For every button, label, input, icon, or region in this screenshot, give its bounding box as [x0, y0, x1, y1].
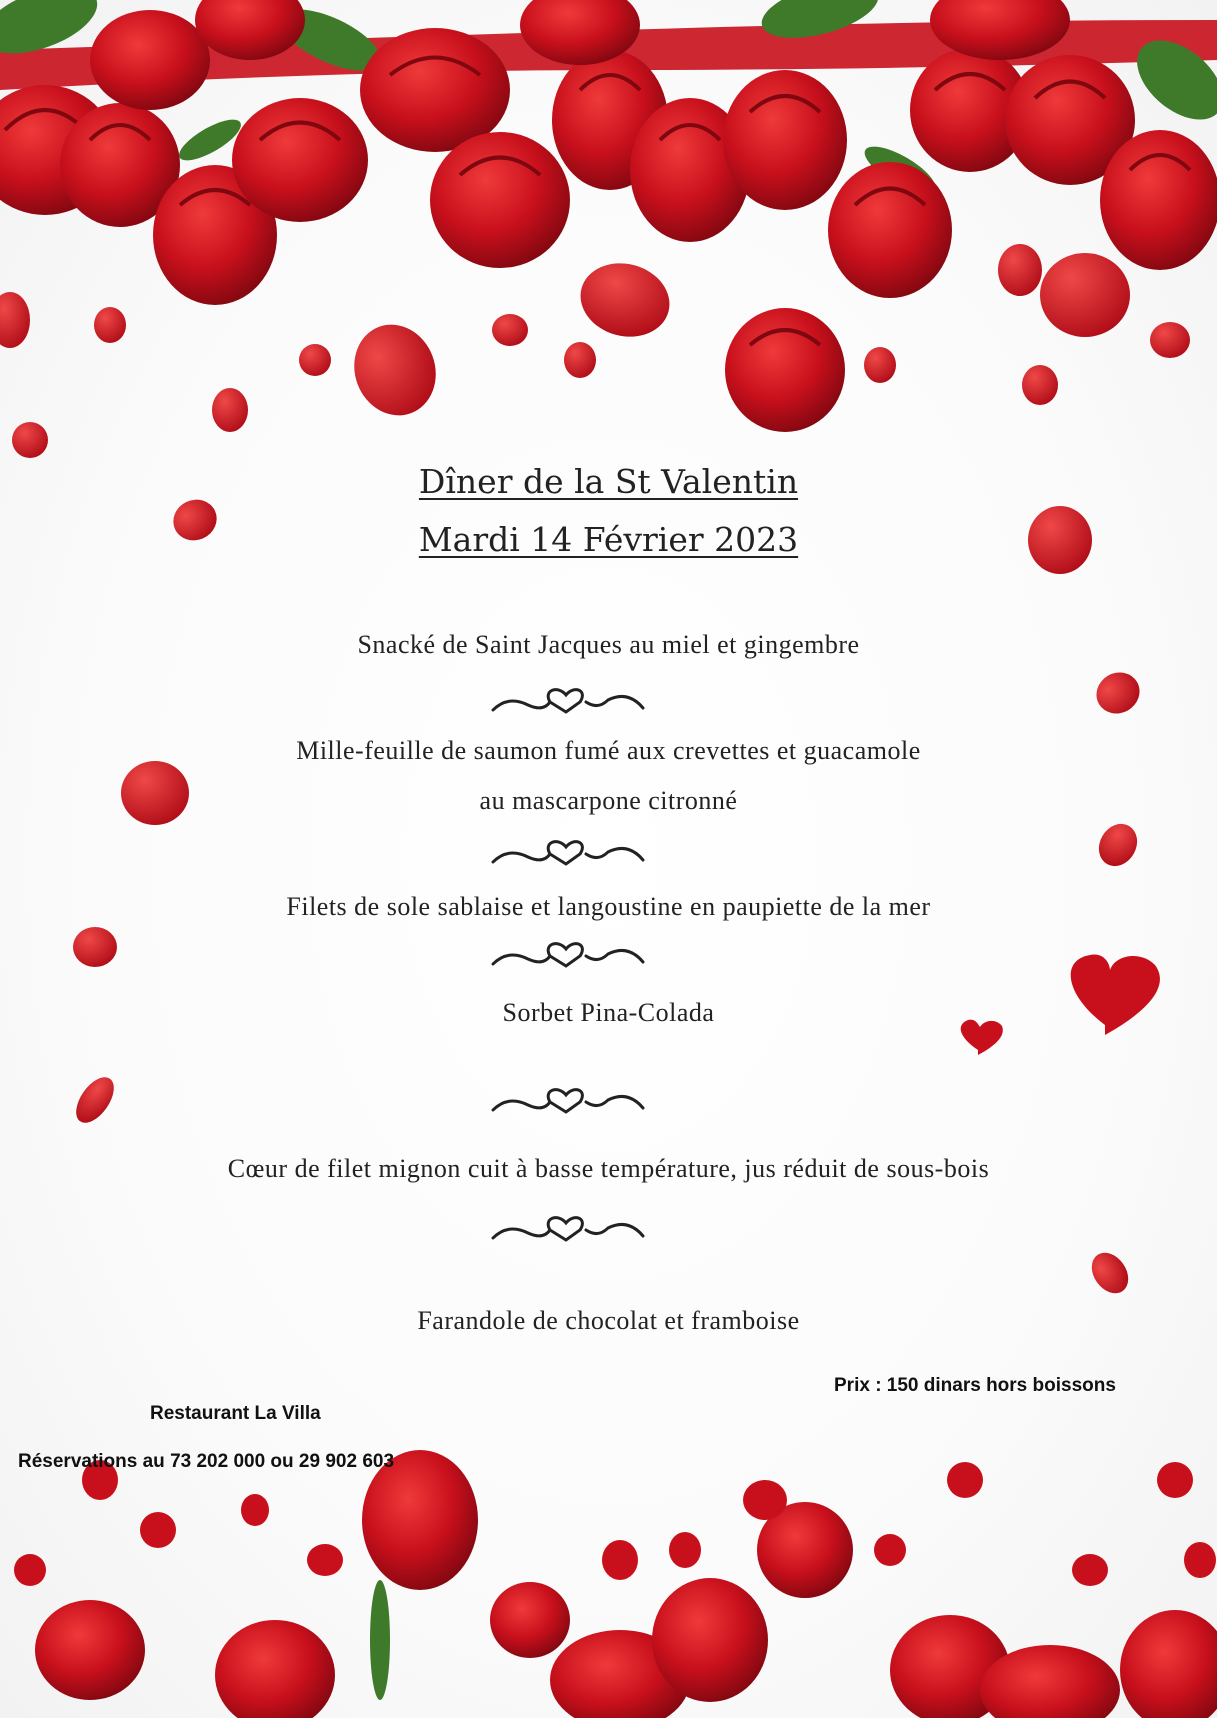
top-roses-decoration [0, 0, 1217, 470]
dish-3: Filets de sole sablaise et langoustine en paupiette de la mer [286, 892, 931, 921]
dish-6: Farandole de chocolat et framboise [417, 1306, 800, 1335]
reservations-text: Réservations au 73 202 000 ou 29 902 603 [18, 1451, 395, 1472]
menu-date: Mardi 14 Février 2023 [418, 520, 799, 559]
dish-1: Snacké de Saint Jacques au miel et gingembre [357, 630, 860, 659]
restaurant-name: Restaurant La Villa [150, 1403, 321, 1424]
heart-divider-icon [488, 934, 648, 974]
heart-divider-icon [488, 1208, 648, 1248]
menu-title: Dîner de la St Valentin [418, 462, 799, 501]
price-text: Prix : 150 dinars hors boissons [834, 1375, 1116, 1396]
bottom-roses-decoration [0, 1440, 1217, 1718]
dish-4: Sorbet Pina-Colada [502, 998, 715, 1027]
heart-divider-icon [488, 1080, 648, 1120]
dish-2-line-1: Mille-feuille de saumon fumé aux crevettes et guacamole [296, 736, 921, 765]
heart-divider-icon [488, 832, 648, 872]
dish-2-line-2: au mascarpone citronné [479, 786, 738, 815]
dish-5: Cœur de filet mignon cuit à basse température, jus réduit de sous-bois [227, 1154, 990, 1183]
heart-divider-icon [488, 680, 648, 720]
